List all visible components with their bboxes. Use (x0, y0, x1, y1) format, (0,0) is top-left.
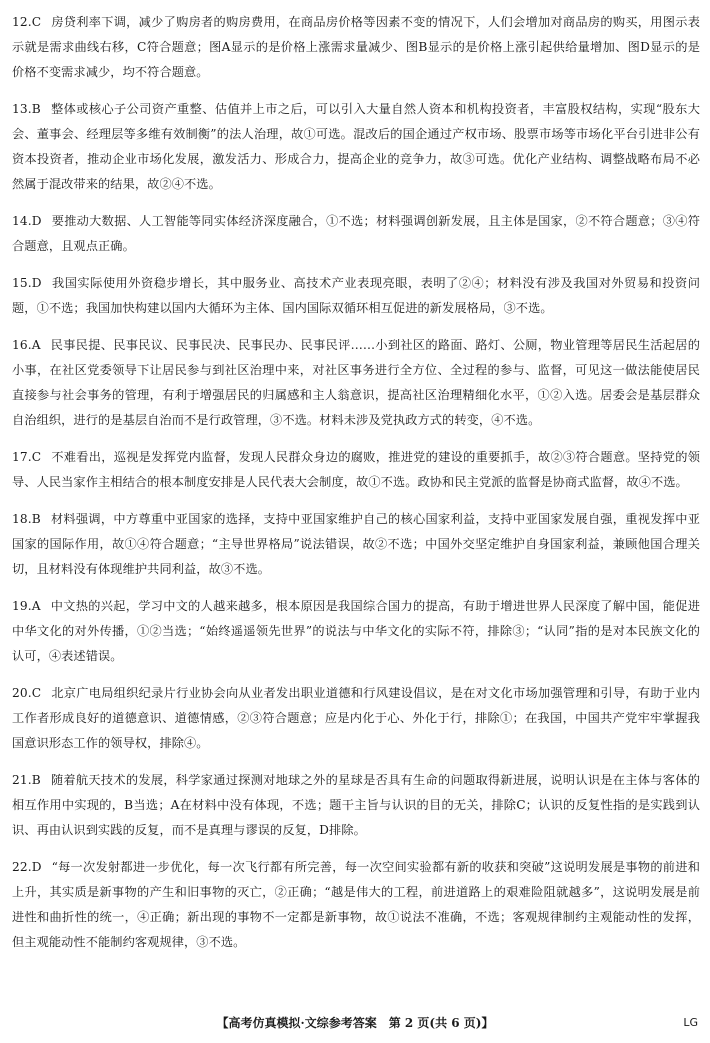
question-number: 15. (12, 276, 32, 290)
answer-18 (12, 507, 700, 582)
question-number: 16. (12, 338, 32, 352)
question-number: 21. (12, 773, 32, 787)
answer-15 (12, 271, 700, 321)
answer-explanation: 随着航天技术的发展，科学家通过探测对地球之外的星球是否具有生命的问题取得新进展，说明认识是在主体与客体的相互作用中实现的，B当选；A在材料中没有体现，不选；题干主旨与认识的目的无关，排除C；认识的反复性指的是实践到认识、再由认识到实践的反复，而不是真理与谬误的反复，D排除。 (12, 773, 700, 837)
answer-13 (12, 97, 700, 197)
question-number: 20. (12, 686, 32, 700)
question-number: 12. (12, 15, 32, 29)
answer-key: D (31, 276, 42, 290)
answer-key: A (31, 338, 41, 352)
answer-22 (12, 855, 700, 955)
answer-19 (12, 594, 700, 669)
answer-explanation: 房贷利率下调，减少了购房者的购房费用，在商品房价格等因素不变的情况下，人们会增加对商品房的购买，用图示表示就是需求曲线右移，C符合题意；图A显示的是价格上涨需求量减少、图B显示的是价格上涨引起供给量增加、图D显示的是价格不变需求减少，均不符合题意。 (12, 15, 700, 79)
answer-key: B (31, 512, 41, 526)
answer-explanation: 要推动大数据、人工智能等同实体经济深度融合，①不选；材料强调创新发展，且主体是国家，②不符合题意；③④符合题意，且观点正确。 (12, 214, 700, 253)
answer-explanation: “每一次发射都进一步优化，每一次飞行都有所完善，每一次空间实验都有新的收获和突破”这说明发展是事物的前进和上升，其实质是新事物的产生和旧事物的灭亡，②正确；“越是伟大的工程，前进道路上的艰难险阻就越多”，这说明发展是前进性和曲折性的统一，④正确；新出现的事物不一定都是新事物，故①说法不准确，不选；客观规律制约主观能动性的发挥，但主观能动性不能制约客观规律，③不选。 (12, 860, 700, 949)
question-number: 13. (12, 102, 32, 116)
answer-key: B (31, 102, 41, 116)
question-number: 22. (12, 860, 32, 874)
answer-14 (12, 209, 700, 259)
answer-key: C (31, 15, 42, 29)
answer-explanation: 北京广电局组织纪录片行业协会向从业者发出职业道德和行风建设倡议，是在对文化市场加强管理和引导，有助于业内工作者形成良好的道德意识、道德情感，②③符合题意；应是内化于心、外化于行，排除①；在我国，中国共产党牢牢掌握我国意识形态工作的领导权，排除④。 (12, 686, 700, 750)
answer-explanation: 整体或核心子公司资产重整、估值并上市之后，可以引入大量自然人资本和机构投资者，丰富股权结构，实现“股东大会、董事会、经理层等多维有效制衡”的法人治理，故①可选。混改后的国企通过产权市场、股票市场等市场化平台引进非公有资本投资者，推动企业市场化发展，激发活力、形成合力，提高企业的竞争力，故③可选。优化产业结构、调整战略布局不必然属于混改带来的结果，故②④不选。 (12, 102, 700, 191)
answer-21 (12, 768, 700, 843)
answer-12 (12, 10, 700, 85)
answer-key: A (31, 599, 41, 613)
answer-list (12, 10, 700, 967)
page-footer (0, 1012, 710, 1034)
answer-explanation: 我国实际使用外资稳步增长，其中服务业、高技术产业表现亮眼，表明了②④；材料没有涉及我国对外贸易和投资问题，①不选；我国加快构建以国内大循环为主体、国内国际双循环相互促进的新发展格局，③不选。 (12, 276, 700, 315)
answer-16 (12, 333, 700, 433)
question-number: 17. (12, 450, 32, 464)
answer-key: D (31, 214, 42, 228)
answer-explanation: 材料强调，中方尊重中亚国家的选择，支持中亚国家维护自己的核心国家利益，支持中亚国家发展自强，重视发挥中亚国家的国际作用，故①④符合题意；“主导世界格局”说法错误，故②不选；中国外交坚定维护自身国家利益，兼顾他国合理关切，且材料没有体现维护共同利益，故③不选。 (12, 512, 700, 576)
footer-code: LG (683, 1016, 698, 1029)
answer-explanation: 中文热的兴起，学习中文的人越来越多，根本原因是我国综合国力的提高，有助于增进世界人民深度了解中国，能促进中华文化的对外传播，①②当选；“始终遥遥领先世界”的说法与中华文化的实际不符，排除③；“认同”指的是对本民族文化的认可，④表述错误。 (12, 599, 700, 663)
question-number: 19. (12, 599, 32, 613)
answer-20 (12, 681, 700, 756)
question-number: 14. (12, 214, 32, 228)
answer-key: C (31, 450, 42, 464)
answer-key: B (31, 773, 41, 787)
answer-key: D (31, 860, 42, 874)
answer-explanation: 民事民提、民事民议、民事民决、民事民办、民事民评……小到社区的路面、路灯、公厕，物业管理等居民生活起居的小事，在社区党委领导下让居民参与到社区治理中来，对社区事务进行全方位、全过程的参与、监督，可见这一做法能使居民直接参与社会事务的管理，有利于增强居民的归属感和主人翁意识，提高社区治理精细化水平，①②入选。居委会是基层群众自治组织，进行的是基层自治而不是行政管理，③不选。材料未涉及党执政方式的转变，④不选。 (12, 338, 700, 427)
answer-17 (12, 445, 700, 495)
answer-key: C (31, 686, 42, 700)
answer-explanation: 不难看出，巡视是发挥党内监督，发现人民群众身边的腐败，推进党的建设的重要抓手，故②③符合题意。坚持党的领导、人民当家作主相结合的根本制度安排是人民代表大会制度，故①不选。政协和民主党派的监督是协商式监督，故④不选。 (12, 450, 700, 489)
footer-title: 【高考仿真模拟·文综参考答案 第 2 页(共 6 页)】 (216, 1016, 494, 1030)
question-number: 18. (12, 512, 32, 526)
